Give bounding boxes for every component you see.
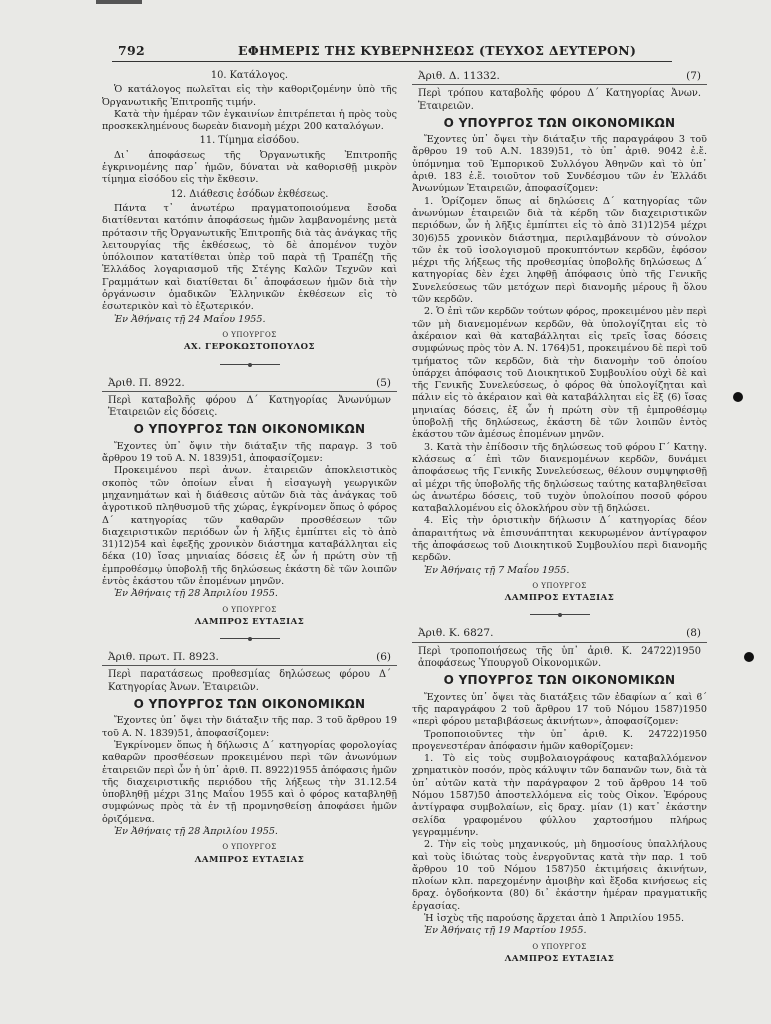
minister-label: Ο ΥΠΟΥΡΓΟΣ [222, 605, 277, 614]
decree-subject: Περὶ παρατάσεως προθεσμίας δηλώσεως φόρου Δ΄ Κατηγορίας Ἀνων. Ἑταιρειῶν. [108, 669, 391, 693]
page-number: 792 [118, 43, 145, 58]
reference-number: Ἀριθ. Π. 8922. [108, 376, 185, 389]
section-11-title: 11. Τίμημα εἰσόδου. [199, 135, 300, 147]
minister-label: Ο ΥΠΟΥΡΓΟΣ [532, 581, 587, 590]
paragraph: Ἔχοντες ὑπ᾽ ὄψει τὰς διατάξεις τῶν ἐδαφίων α΄ καὶ ϐ΄ τῆς παραγράφου 2 τοῦ ἄρθρου 17 τοῦ Νόμου 1587)1950 «περὶ φόρου μεταβιβάσεως ἀκινήτων», ἀποφασίζομεν: [412, 691, 707, 728]
rule [102, 665, 397, 666]
minister-label: Ο ΥΠΟΥΡΓΟΣ [532, 942, 587, 951]
ministry-heading: Ο ΥΠΟΥΡΓΟΣ ΤΩΝ ΟΙΚΟΝΟΜΙΚΩΝ [133, 697, 366, 712]
decree-date: Ἐν Ἀθήναις τῇ 19 Μαρτίου 1955. [424, 925, 587, 937]
minister-signature: ΛΑΜΠΡΟΣ ΕΥΤΑΞΙΑΣ [194, 616, 305, 627]
decree-date: Ἐν Ἀθήναις τῇ 7 Μαΐου 1955. [424, 564, 570, 576]
decree-reference [102, 651, 397, 663]
divider [220, 638, 280, 639]
minister-signature: ΑΧ. ΓΕΡΟΚΩΣΤΟΠΟΥΛΟΣ [183, 342, 316, 353]
punch-hole [744, 652, 754, 662]
scan-edge-mark [96, 0, 142, 4]
decree-reference [412, 70, 707, 82]
minister-signature: ΛΑΜΠΡΟΣ ΕΥΤΑΞΙΑΣ [194, 854, 305, 865]
paragraph: 3. Κατὰ τὴν ἐπίδοσιν τῆς δηλώσεως τοῦ φόρου Γ΄ Κατηγ. κλάσεως α΄ ἐπὶ τῶν διανεμομένων κερδῶν, δυνάμει ἀποφάσεως τῆς Γενικῆς Συνελεύσεως, θέλουν συμψηφισθῇ αἱ μέχρι τῆς ὑποβολῆς τῆς δηλώσεως ταύτης καταβληθεῖσαι ὡς ἀνωτέρω δόσεις, τοῦ τυχὸν ὑπολοίπου ποσοῦ φόρου καταβαλλομένου εἰς ὁλοκλήρου σὺν τῇ δηλώσει. [412, 441, 707, 515]
paragraph: Ἔχοντες ὑπ᾽ ὄψιν τὴν διάταξιν τῆς παραγρ. 3 τοῦ ἄρθρου 19 τοῦ Α. Ν. 1839)51, ἀποφασίζομεν: [102, 440, 397, 465]
divider [530, 614, 590, 615]
rule [102, 391, 397, 392]
item-number: (5) [376, 376, 391, 389]
item-number: (8) [686, 627, 701, 640]
decree-date: Ἐν Ἀθήναις τῇ 28 Ἀπριλίου 1955. [114, 826, 278, 838]
item-number: (7) [686, 70, 701, 82]
decree-date: Ἐν Ἀθήναις τῇ 24 Μαΐου 1955. [114, 313, 266, 325]
page-header [118, 41, 678, 61]
reference-number: Ἀριθ. Κ. 6827. [418, 627, 494, 640]
rule [412, 84, 707, 85]
paragraph: 1. Ὁρίζομεν ὅπως αἱ δηλώσεις Δ΄ κατηγορίας τῶν ἀνωνύμων ἑταιρειῶν διὰ τὰ κέρδη τῶν διαχειριστικῶν περιόδων, ὧν ἡ λῆξις ἐμπίπτει εἰς τὸ ἀπὸ 31)12)54 μέχρι 30)6)55 χρονικὸν διάστημα, περιλαμβάνουν τὸ σύνολον τῶν ἐκ τοῦ ἰσολογισμοῦ προκυπτόντων κερδῶν, ἐφόσον μέχρι τῆς λήξεως τῆς προθεσμίας ὑποβολῆς δηλώσεως Δ΄ κατηγορίας δὲν ἐχει ληφθῇ ἀπόφασις ὑπὸ τῆς Γενικῆς Συνελεύσεως τῶν μετόχων περὶ διανομῆς μέρους ἢ ὅλου τῶν κερδῶν. [412, 195, 707, 306]
decree-subject: Περὶ καταβολῆς φόρου Δ΄ Κατηγορίας Ἀνωνύμων Ἑταιρειῶν εἰς δόσεις. [108, 394, 391, 419]
ministry-heading: Ο ΥΠΟΥΡΓΟΣ ΤΩΝ ΟΙΚΟΝΟΜΙΚΩΝ [443, 673, 676, 688]
paragraph: 2. Ὁ ἐπὶ τῶν κερδῶν τούτων φόρος, προκειμένου μὲν περὶ τῶν μὴ διανεμομένων κερδῶν, θὰ ὑπολογίζηται εἰς τὸ ἀκέραιον καὶ θὰ καταβάλληται εἰς τρεῖς ἴσας δόσεις συμφώνως πρὸς τὸν Α. Ν. 1764)51, προκειμένου δὲ περὶ τοῦ τμήματος τῶν κερδῶν, διὰ τὴν διανομὴν τοῦ ὁποίου ὑπάρχει ἀπόφασις τοῦ Διοικητικοῦ Συμβουλίου οὐχὶ δὲ καὶ τῆς Γενικῆς Συνελεύσεως, ὁ φόρος θὰ ὑπολογίζηται καὶ πάλιν εἰς τὸ ἀκέραιον καὶ θὰ καταβάλληται εἰς ἓξ (6) ἴσας μηνιαίας δόσεις, ἐξ ὧν ἡ πρώτη σὺν τῇ ἐμπροθέσμῳ ὑποβολῇ τῆς δηλώσεως, ἑκάστη δὲ τῶν λοιπῶν ἐντὸς ἑκάστου τῶν ἀμέσως ἑπομένων μηνῶν. [412, 306, 707, 441]
ministry-heading: Ο ΥΠΟΥΡΓΟΣ ΤΩΝ ΟΙΚΟΝΟΜΙΚΩΝ [133, 422, 366, 437]
ministry-heading: Ο ΥΠΟΥΡΓΟΣ ΤΩΝ ΟΙΚΟΝΟΜΙΚΩΝ [443, 115, 676, 130]
paragraph: Ὁ κατάλογος πωλεῖται εἰς τὴν καθοριζομένην ὑπὸ τῆς Ὀργανωτικῆς Ἐπιτροπῆς τιμήν. [102, 84, 397, 108]
minister-label: Ο ΥΠΟΥΡΓΟΣ [222, 843, 277, 852]
left-column [102, 68, 397, 870]
gazette-title: ΕΦΗΜΕΡΙΣ ΤΗΣ ΚΥΒΕΡΝΗΣΕΩΣ (ΤΕΥΧΟΣ ΔΕΥΤΕΡΟΝ) [238, 43, 637, 58]
paragraph: Τροποποιοῦντες τὴν ὑπ᾽ ἀριθ. Κ. 24722)1950 προγενεστέραν ἀπόφασιν ἡμῶν καθορίζομεν: [412, 728, 707, 752]
right-column [412, 68, 707, 969]
minister-label: Ο ΥΠΟΥΡΓΟΣ [222, 330, 277, 339]
reference-number: Ἀριθ. Δ. 11332. [418, 70, 500, 82]
item-number: (6) [376, 651, 391, 664]
minister-signature: ΛΑΜΠΡΟΣ ΕΥΤΑΞΙΑΣ [504, 593, 615, 604]
punch-hole [733, 392, 743, 402]
divider [220, 364, 280, 365]
reference-number: Ἀριθ. πρωτ. Π. 8923. [108, 651, 219, 664]
decree-reference [412, 627, 707, 639]
decree-date: Ἐν Ἀθήναις τῇ 28 Ἀπριλίου 1955. [114, 588, 278, 600]
paragraph: 2. Τὴν εἰς τοὺς μηχανικούς, μὴ δημοσίους ὑπαλλήλους καὶ τοὺς ἰδιώτας τοὺς ἐνεργοῦντας κατὰ τὴν παρ. 1 τοῦ ἄρθρου 10 τοῦ Νόμου 1587)50 ἐκτιμήσεις ἀκινήτων, πλοίων κλπ. παρεχομένην ἀμοιβὴν καὶ ἔξοδα κινήσεως εἰς δραχ. ὀγδοήκοντα (80) δι᾽ ἑκάστην ἡμέραν πραγματικῆς ἐργασίας. [412, 839, 707, 912]
paragraph: Ἔχοντες ὑπ᾽ ὄψει τὴν διάταξιν τῆς παρ. 3 τοῦ ἄρθρου 19 τοῦ Α. Ν. 1839)51, ἀποφασίζομεν: [102, 715, 397, 739]
decree-subject: Περὶ τρόπου καταβολῆς φόρου Δ΄ Κατηγορίας Ἀνων. Ἑταιρειῶν. [418, 88, 701, 112]
paragraph: Δι᾽ ἀποφάσεως τῆς Ὀργανωτικῆς Ἐπιτροπῆς ἐγκρινομένης παρ᾽ ἡμῶν, δύναται νὰ καθορισθῇ μικρὸν τίμημα εἰσόδου εἰς τὴν ἔκθεσιν. [102, 149, 397, 186]
decree-subject: Περὶ τροποποιήσεως τῆς ὑπ᾽ ἀριθ. Κ. 24722)1950 ἀποφάσεως Ὑπουργοῦ Οἰκονομικῶν. [418, 645, 701, 670]
minister-signature: ΛΑΜΠΡΟΣ ΕΥΤΑΞΙΑΣ [504, 953, 615, 964]
decree-reference [102, 377, 397, 389]
paragraph: 4. Εἰς τὴν ὁριστικὴν δήλωσιν Δ΄ κατηγορίας δέον ἀπαραιτήτως νὰ ἐπισυνάπτηται κεκυρωμένον ἀντίγραφον τῆς ἀποφάσεως τοῦ Διοικητικοῦ Συμβουλίου περὶ διανομῆς κερδῶν. [412, 515, 707, 564]
paragraph: 1. Τὸ εἰς τοὺς συμβολαιογράφους καταβαλλόμενον χρηματικὸν ποσόν, πρὸς κάλυψιν τῶν δαπανῶν των, διὰ τὰ ὑπ᾽ αὐτῶν κατὰ τὴν παράγραφον 2 τοῦ ἄρθρου 14 τοῦ Νόμου 1587)50 ἀποστελλόμενα εἰς τοὺς Οἰκον. Ἐφόρους ἀντίγραφα συμβολαίων, εἰς δραχ. μίαν (1) κατ᾽ ἑκάστην σελίδα γραφομένου φύλλου χαρτοσήμου πλήρως γεγραμμένην. [412, 753, 707, 838]
section-12-title: 12. Διάθεσις ἐσόδων ἐκθέσεως. [170, 188, 329, 200]
header-rule [112, 61, 672, 62]
paragraph: Ἐγκρίνομεν ὅπως ἡ δήλωσις Δ΄ κατηγορίας φορολογίας καθαρῶν προσθέσεων προκειμένου περὶ τῶν ἀνωνύμων ἑταιρειῶν περὶ ὧν ἡ ὑπ᾽ ἀριθ. Π. 8922)1955 ἀπόφασις ἡμῶν τῆς διαχειριστικῆς περιόδου τῆς λήξεως τὴν 31.12.54 ὑποβληθῇ μέχρι 31ης Μαΐου 1955 καὶ ὁ φόρος καταβληθῇ συμφώνως πρὸς τὰ ἐν τῇ προμνησθείσῃ ἀποφάσει ἡμῶν ὁριζόμενα. [102, 739, 397, 825]
section-10-title: 10. Κατάλογος. [210, 70, 289, 81]
paragraph: Προκειμένου περὶ ἀνων. ἑταιρειῶν ἀποκλειστικὸς σκοπὸς τῶν ὁποίων εἶναι ἡ εἰσαγωγὴ γεωργικῶν μηχανημάτων καὶ ἡ διάθεσις αὐτῶν διὰ τὰς ἀνάγκας τοῦ ἀγροτικοῦ πληθυσμοῦ τῆς χώρας, ἐγκρίνομεν ὅπως ὁ φόρος Δ΄ κατηγορίας τῶν καθαρῶν προσθέσεων τῶν διαχειριστικῶν περιόδων ὧν ἡ λῆξις ἐμπίπτει εἰς τὸ ἀπὸ 31)12)54 καὶ ἐφεξῆς χρονικὸν διάστημα καταβάλληται εἰς δέκα (10) ἴσας μηνιαίας δόσεις ἐξ ὧν ἡ πρώτη σὺν τῇ ἐμπροθέσμῳ ὑποβολῇ τῆς δηλώσεως ἑκάστη δὲ τῶν λοιπῶν ἐντὸς ἑκάστου τῶν ἑπομένων μηνῶν. [102, 465, 397, 587]
paragraph: Ἔχοντες ὑπ᾽ ὄψει τὴν διάταξιν τῆς παραγράφου 3 τοῦ ἄρθρου 19 τοῦ Α.Ν. 1839)51, τὸ ὑπ᾽ ἀριθ. 9042 ἐ.ἔ. ὑπόμνημα τοῦ Ἐμπορικοῦ Συλλόγου Ἀθηνῶν καὶ τὸ ὑπ᾽ ἀριθ. 183 ἐ.ἔ. τοιοῦτον τοῦ Συνδέσμου τῶν ἐν Ἑλλάδι Ἀνωνύμων Ἑταιρειῶν, ἀποφασίζομεν: [412, 134, 707, 195]
paragraph: Πάντα τ᾽ ἀνωτέρω πραγματοποιούμενα ἔσοδα διατίθενται κατόπιν ἀποφάσεως ἡμῶν λαμβανομένης μετὰ πρότασιν τῆς Ὀργανωτικῆς Ἐπιτροπῆς διὰ τὰς ἀνάγκας τῆς λειτουργίας τῆς ἐκθέσεως, τὸ δὲ ἀπομένον τυχὸν ὑπόλοιπον κατατίθεται ὑπὲρ τοῦ παρὰ τῇ Τραπέζῃ τῆς Ἑλλάδος λογαριασμοῦ τῆς Στέγης Καλῶν Τεχνῶν καὶ Γραμμάτων καὶ διατίθεται δι᾽ ἀποφάσεων ἡμῶν διὰ τὴν ὀργάνωσιν ὁμαδικῶν Ἑλληνικῶν ἐκθέσεων εἰς τὸ ἐσωτερικὸν καὶ τὸ ἐξωτερικόν. [102, 202, 397, 313]
paragraph: Ἡ ἰσχὺς τῆς παρούσης ἄρχεται ἀπὸ 1 Ἀπριλίου 1955. [424, 913, 685, 924]
rule [412, 642, 707, 643]
paragraph: Κατὰ τὴν ἡμέραν τῶν ἐγκαινίων ἐπιτρέπεται ἡ πρὸς τοὺς προσκεκλημένους δωρεὰν διανομὴ μέχρι 200 καταλόγων. [102, 108, 397, 133]
